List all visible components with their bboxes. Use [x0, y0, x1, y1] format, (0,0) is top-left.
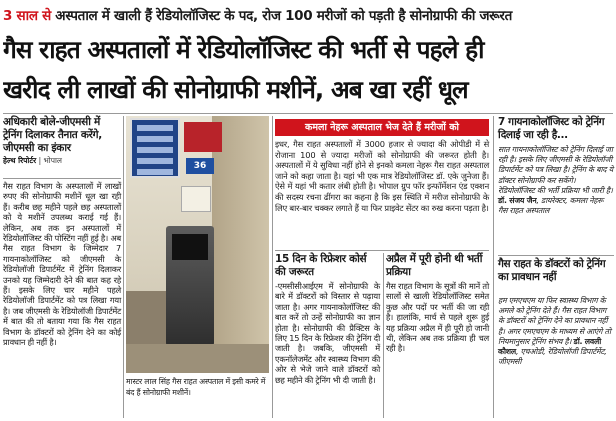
recruitment-box — [386, 253, 489, 354]
column-divider-2 — [272, 116, 273, 418]
left-subhead: अधिकारी बोले-जीएमसी में ट्रेनिंग दिलाकर तैनात करेंगे, जीएमसी का इंकार — [3, 116, 102, 154]
sonography-room-photo — [126, 116, 269, 373]
right-head-1: 7 गायनाकोलॉजिस्ट को ट्रेनिंग दिलाई जा रही है... — [498, 116, 605, 141]
column-divider-3 — [383, 253, 384, 418]
headline-line-2: खरीद ली लाखों की सोनोग्राफी मशीनें, अब खा रहीं धूल — [3, 75, 468, 104]
left-subhead-divider — [3, 178, 121, 179]
byline — [3, 156, 121, 166]
right-quote-2-name: डॉ. लवली कौशल — [498, 336, 602, 357]
kicker-line — [3, 3, 613, 29]
byline-city: | भोपाल — [36, 156, 63, 165]
right-quote-1 — [498, 145, 614, 216]
right-quote-1-text: सात गायनाकोलॉजिस्ट को ट्रेनिंग दिलाई जा रही है। इसके लिए जीएमसी के रेडियोलॉजी डिपार्टमेंट को पत्र लिखा है। ट्रेनिंग के बाद ये डॉक्टर सोनोग्राफी कर सकेंगे। रेडियोलॉजिस्ट की भर्ती प्रक्रिया भी जारी है। — [498, 145, 613, 195]
middle-divider — [275, 250, 489, 251]
right-column-quote-1 — [498, 116, 614, 216]
photo-floor — [126, 344, 269, 373]
kicker-text: अस्पताल में खाली हैं रेडियोलॉजिस्ट के पद, रोज 100 मरीजों को पड़ती है सोनोग्राफी की जरूरत — [50, 8, 512, 24]
right-quote-2 — [498, 296, 614, 367]
recruitment-head: अप्रैल में पूरी होनी थी भर्ती प्रक्रिया — [386, 253, 483, 278]
right-divider — [498, 255, 614, 256]
recruitment-text: गैस राहत विभाग के सूत्रों की मानें तो सालों से खाली रेडियोलॉजिस्ट समेत कुछ और पदों पर भर्ती की जा रही है। हालांकि, मार्च से पहले शुरू हुई यह प्रक्रिया अप्रैल में ही पूरी हो जानी थी, लेकिन अब तक प्रक्रिया ही चल रही है। — [386, 281, 489, 354]
middle-body-text: इधर, गैस राहत अस्पतालों में 3000 हजार से ज्यादा की ओपीडी में से रोजाना 100 से ज्यादा मरीजों को सोनोग्राफी की जरूरत होती है। अस्पतालों में ये सुविधा नहीं होने से इनको कमला नेहरू गैस राहत अस्पताल जाने को कहा जाता है। यहां भी एक मात्र रेडियोलॉजिस्ट डॉ. एके जुनेजा हैं। ऐसे में यहां भी कतार लंबी होती है। भोपाल ग्रुप फॉर इन्फॉर्मेशन एंड एक्शन की सदस्य रचना ढींगरा का कहना है कि इस स्थिति में मरीज सोनोग्राफी के लिए बार-बार चक्कर लगाते हैं या फिर प्राइवेट सेंटर का रुख करना पड़ता है। — [275, 139, 489, 213]
headline-line-1: गैस राहत अस्पतालों में रेडियोलॉजिस्ट की भर्ती से पहले ही — [3, 35, 484, 64]
column-divider-4 — [493, 116, 494, 418]
photo-paper-note — [181, 186, 211, 212]
refresher-course-head: 15 दिन के रिफ्रेशर कोर्स की जरूरत — [275, 253, 367, 278]
photo-caption: मास्टर लाल सिंह गैस राहत अस्पताल में इसी कमरे में बंद हैं सोनोग्राफी मशीनें। — [126, 377, 266, 397]
left-body-text: गैस राहत विभाग के अस्पतालों में लाखों रुपए की सोनोग्राफी मशीनें धूल खा रही हैं। करीब छह महीने पहले छह अस्पतालों को ये मशीनें उपलब्ध कराई गई हैं। लेकिन, अब तक इन अस्पतालों में रेडियोलॉजिस्ट की पोस्टिंग नहीं हुई है। अब गैस राहत विभाग के जिम्मेदार 7 गायनाकोलॉजिस्ट को जीएमसी के रेडियोलॉजी डिपार्टमेंट में ट्रेनिंग दिलाकर उनको यह जिम्मेदारी देने की बात कह रहे हैं। इसके लिए चार महीने पहले रेडियोलॉजी डिपार्टमेंट को पत्र लिखा गया है। जब जीएमसी के रेडियोलॉजी डिपार्टमेंट में बात की तो बताया गया कि गैस राहत विभाग के डॉक्टरों को ट्रेनिंग देने का कोई प्रावधान ही नहीं है। — [3, 181, 121, 348]
headline — [3, 30, 613, 110]
refresher-course-box — [275, 253, 380, 385]
photo-machine-screen — [172, 234, 208, 260]
refresher-course-text: -एमसीसीआईएम में सोनोग्राफी के बारे में डॉक्टरों को विस्तार से पढ़ाया जाता है। अगर गायनाकोलॉजिस्ट की बात करें तो उन्हें सोनोग्राफी का ज्ञान होता है। सोनोग्राफी की प्रैक्टिस के लिए 15 दिन के रिफ्रेशर की ट्रेनिंग दी जाती है। जबकि, जीएमसी में एकनॉलेजमेंट और स्वास्थ्य विभाग की ओर से भेजे जाने वाले डॉक्टरों को छह महीने की ट्रेनिंग भी दी जाती है। — [275, 281, 380, 385]
kicker-highlight: 3 साल से — [3, 8, 51, 24]
photo-notice-board — [130, 118, 180, 178]
right-head-2: गैस राहत के डॉक्टरों को ट्रेनिंग का प्रावधान नहीं — [498, 258, 606, 283]
middle-banner: कमला नेहरू अस्पताल भेज देते हैं मरीजों को — [275, 119, 489, 136]
right-quote-2-role: , एचओडी, रेडियोलॉजी डिपार्टमेंट, जीएमसी — [498, 347, 607, 367]
photo-red-sign — [184, 122, 222, 152]
column-divider-1 — [123, 116, 124, 418]
byline-name: हेल्थ रिपोर्टर — [3, 156, 37, 165]
right-quote-2-text: हम एमएचएम या फिर स्वास्थ्य विभाग के अमले को ट्रेनिंग देते हैं। गैस राहत विभाग के डॉक्टरों को ट्रेनिंग देने का प्रावधान नहीं है। अगर एमएचएम के माध्यम से आएंगे तो नियमानुसार ट्रेनिंग संभव है। — [498, 296, 611, 346]
headline-divider — [3, 113, 613, 114]
photo-room-number: 36 — [186, 158, 214, 174]
left-column-header — [3, 116, 121, 166]
right-quote-1-role: , डायरेक्टर, कमला नेहरू गैस राहत अस्पताल — [498, 196, 604, 216]
right-quote-1-name: डॉ. संजय जैन — [498, 196, 537, 206]
